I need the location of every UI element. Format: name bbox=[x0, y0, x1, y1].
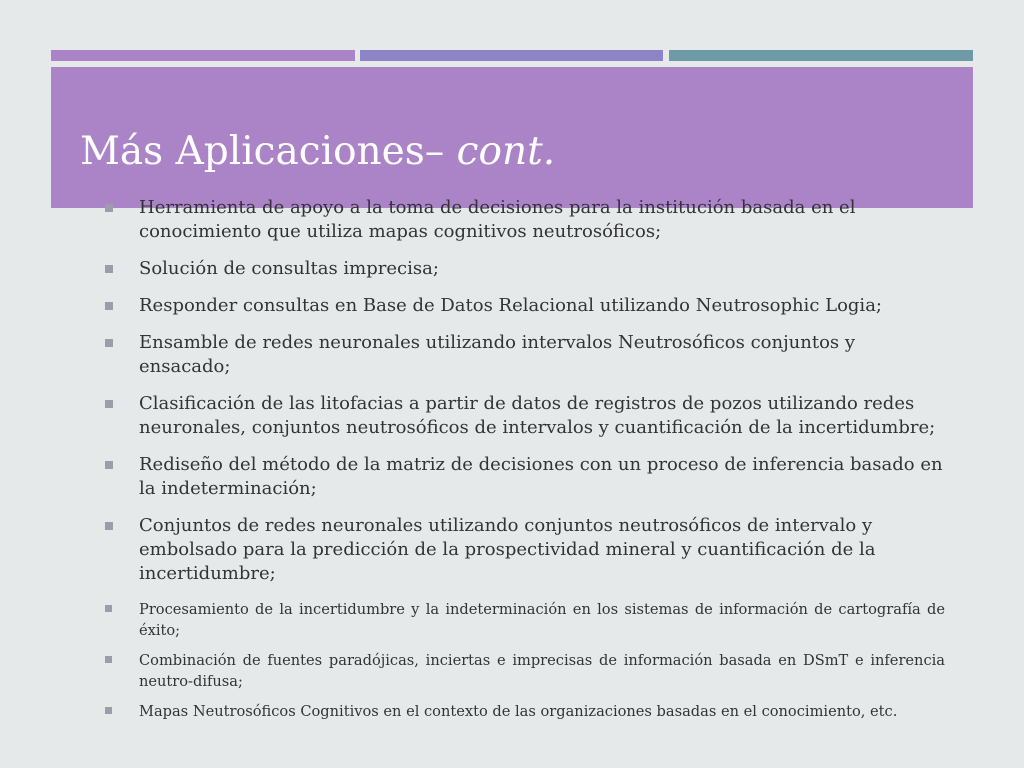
slide-title-main: Más Aplicaciones– bbox=[80, 129, 457, 174]
bullet-item bbox=[105, 514, 945, 586]
bullet-item bbox=[105, 196, 945, 244]
accent-stripe-teal bbox=[669, 50, 973, 61]
bullet-item bbox=[105, 331, 945, 379]
bullet-item bbox=[105, 392, 945, 440]
bullet-text: Responder consultas en Base de Datos Relacional utilizando Neutrosophic Logia; bbox=[139, 295, 882, 316]
accent-stripe-violet bbox=[360, 50, 663, 61]
square-bullet-icon bbox=[105, 339, 113, 347]
bullet-item bbox=[105, 701, 945, 722]
bullet-text: Combinación de fuentes paradójicas, inciertas e imprecisas de información basada en DSmT e inferencia neutro-difusa; bbox=[139, 652, 945, 690]
bullet-item bbox=[105, 294, 945, 318]
square-bullet-icon bbox=[105, 204, 113, 212]
slide-title bbox=[80, 130, 555, 175]
bullet-item bbox=[105, 650, 945, 692]
slide-title-italic: cont. bbox=[456, 129, 556, 174]
square-bullet-icon bbox=[105, 265, 113, 273]
bullet-text: Clasificación de las litofacias a partir de datos de registros de pozos utilizando redes neuronales, conjuntos neutrosóficos de intervalos y cuantificación de la incertidumbre; bbox=[139, 393, 936, 438]
square-bullet-icon bbox=[105, 707, 112, 714]
bullet-item bbox=[105, 453, 945, 501]
accent-stripe-purple bbox=[51, 50, 355, 61]
bullet-item bbox=[105, 599, 945, 641]
bullet-text: Solución de consultas imprecisa; bbox=[139, 258, 439, 279]
bullet-text: Ensamble de redes neuronales utilizando intervalos Neutrosóficos conjuntos y ensacado; bbox=[139, 332, 856, 377]
square-bullet-icon bbox=[105, 656, 112, 663]
bullet-text: Rediseño del método de la matriz de decisiones con un proceso de inferencia basado en la indeterminación; bbox=[139, 454, 943, 499]
square-bullet-icon bbox=[105, 522, 113, 530]
bullet-text: Mapas Neutrosóficos Cognitivos en el contexto de las organizaciones basadas en el conocimiento, etc. bbox=[139, 703, 898, 720]
square-bullet-icon bbox=[105, 302, 113, 310]
bullet-list bbox=[105, 196, 945, 731]
square-bullet-icon bbox=[105, 400, 113, 408]
square-bullet-icon bbox=[105, 461, 113, 469]
bullet-text: Procesamiento de la incertidumbre y la indeterminación en los sistemas de información de cartografía de éxito; bbox=[139, 601, 945, 639]
bullet-text: Conjuntos de redes neuronales utilizando conjuntos neutrosóficos de intervalo y embolsado para la predicción de la prospectividad mineral y cuantificación de la incertidumbre; bbox=[139, 515, 876, 584]
square-bullet-icon bbox=[105, 605, 112, 612]
bullet-item bbox=[105, 257, 945, 281]
bullet-text: Herramienta de apoyo a la toma de decisiones para la institución basada en el conocimiento que utiliza mapas cognitivos neutrosóficos; bbox=[139, 197, 856, 242]
